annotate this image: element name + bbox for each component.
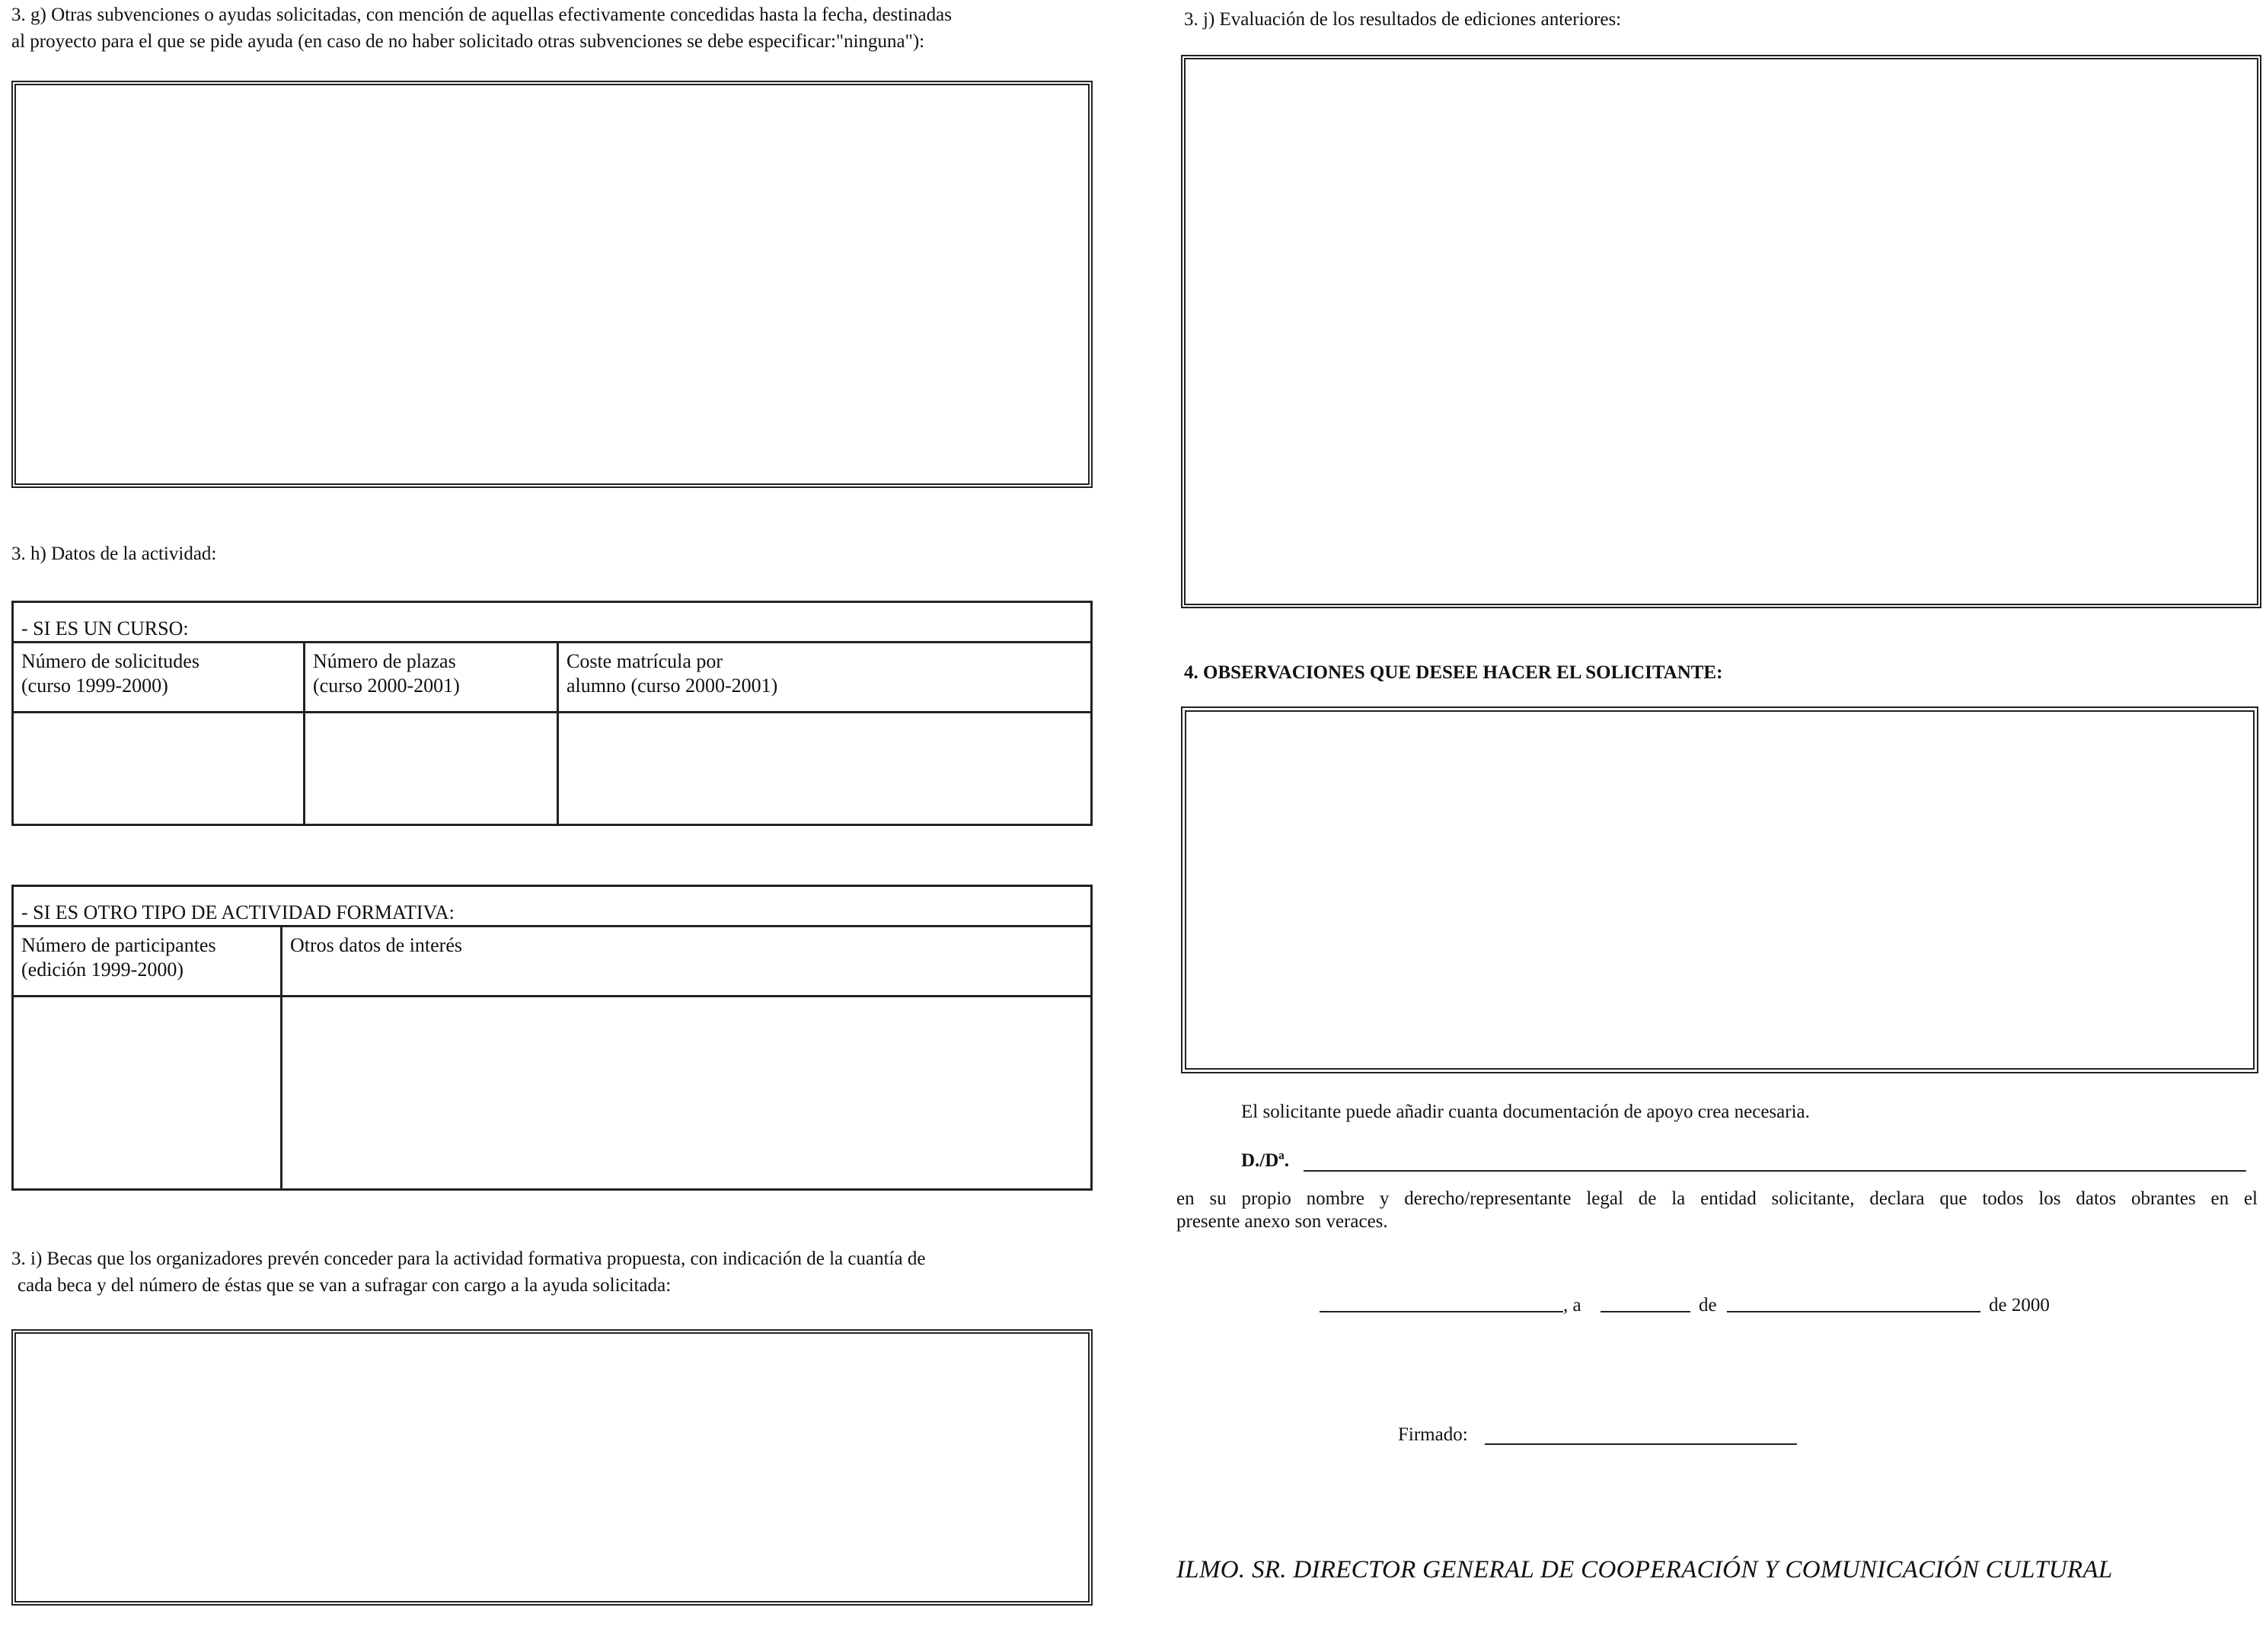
section-3i-box[interactable] bbox=[11, 1329, 1093, 1606]
signature-line[interactable] bbox=[1485, 1443, 1797, 1445]
curso-input-solicitudes[interactable] bbox=[13, 713, 305, 825]
declaration-line1: en su propio nombre y derecho/representante legal de la entidad solicitante, declara que todos los datos obrantes en el bbox=[1176, 1188, 2258, 1209]
documentation-note: El solicitante puede añadir cuanta documentación de apoyo crea necesaria. bbox=[1241, 1102, 1810, 1122]
firmado-label: Firmado: bbox=[1398, 1424, 1468, 1445]
otro-input-participantes[interactable] bbox=[13, 997, 282, 1190]
curso-col-solicitudes: Número de solicitudes (curso 1999-2000) bbox=[13, 643, 305, 713]
declaration-line2: presente anexo son veraces. bbox=[1176, 1211, 1388, 1232]
otro-table bbox=[11, 885, 1093, 1191]
date-day-line[interactable] bbox=[1601, 1311, 1690, 1312]
section-3g-heading bbox=[11, 2, 952, 55]
date-month-line[interactable] bbox=[1727, 1311, 1980, 1312]
dd-name-line[interactable] bbox=[1304, 1170, 2246, 1172]
addressee: ILMO. SR. DIRECTOR GENERAL DE COOPERACIÓN Y COMUNICACIÓN CULTURAL bbox=[1176, 1556, 2113, 1583]
section-3g-line2: al proyecto para el que se pide ayuda (en caso de no haber solicitado otras subvenciones se debe especificar:"ninguna"): bbox=[11, 31, 925, 52]
curso-col-plazas: Número de plazas (curso 2000-2001) bbox=[305, 643, 558, 713]
curso-col-coste: Coste matrícula por alumno (curso 2000-2001) bbox=[558, 643, 1092, 713]
curso-input-coste[interactable] bbox=[558, 713, 1092, 825]
section-4-heading: 4. OBSERVACIONES QUE DESEE HACER EL SOLICITANTE: bbox=[1184, 662, 1723, 683]
date-place-line[interactable] bbox=[1320, 1311, 1563, 1312]
section-3j-heading: 3. j) Evaluación de los resultados de ediciones anteriores: bbox=[1184, 9, 1622, 30]
section-3g-box[interactable] bbox=[11, 81, 1093, 488]
curso-input-plazas[interactable] bbox=[305, 713, 558, 825]
section-3i-heading bbox=[11, 1245, 925, 1299]
curso-title: - SI ES UN CURSO: bbox=[13, 602, 1092, 643]
date-a-label: , a bbox=[1563, 1295, 1581, 1316]
section-3i-line2: cada beca y del número de éstas que se van a sufragar con cargo a la ayuda solicitada: bbox=[18, 1275, 672, 1296]
section-3h-heading: 3. h) Datos de la actividad: bbox=[11, 544, 217, 564]
section-3i-line1: 3. i) Becas que los organizadores prevén conceder para la actividad formativa propuesta, con indicación de la cuantía de bbox=[11, 1249, 926, 1269]
otro-input-datos[interactable] bbox=[282, 997, 1092, 1190]
otro-title: - SI ES OTRO TIPO DE ACTIVIDAD FORMATIVA: bbox=[13, 886, 1092, 926]
otro-col-datos: Otros datos de interés bbox=[282, 926, 1092, 997]
dd-label: D./Dª. bbox=[1241, 1150, 1290, 1171]
date-de-label: de bbox=[1699, 1295, 1717, 1316]
curso-table bbox=[11, 601, 1093, 826]
date-year-label: de 2000 bbox=[1989, 1295, 2050, 1316]
otro-col-participantes: Número de participantes (edición 1999-2000) bbox=[13, 926, 282, 997]
section-3j-box[interactable] bbox=[1181, 55, 2261, 608]
section-3g-line1: 3. g) Otras subvenciones o ayudas solicitadas, con mención de aquellas efectivamente concedidas hasta la fecha, destinadas bbox=[11, 5, 952, 25]
section-4-box[interactable] bbox=[1181, 706, 2258, 1073]
